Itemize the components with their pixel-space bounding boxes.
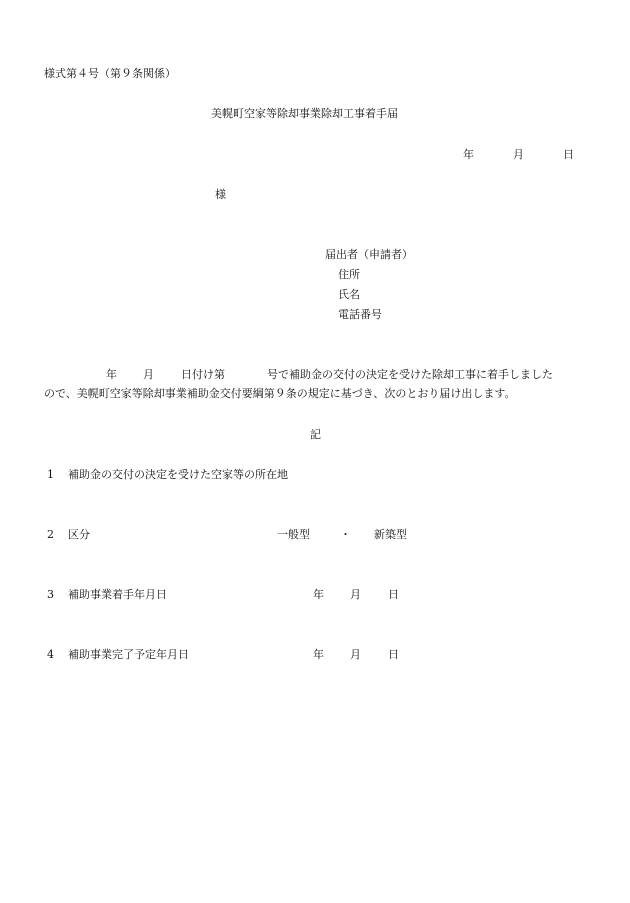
body-line1-rest: 号で補助金の交付の決定を受けた除却工事に着手しました <box>267 368 553 381</box>
item-label: 補助金の交付の決定を受けた空家等の所在地 <box>68 468 288 481</box>
completion-date-year: 年 <box>313 648 324 661</box>
item-number: 1 <box>47 468 54 481</box>
body-day-dated-no: 日付け第 <box>181 368 225 381</box>
item-label: 区分 <box>68 528 90 541</box>
applicant-address-label: 住所 <box>338 268 360 281</box>
start-date-month: 月 <box>350 588 361 601</box>
item-number: 4 <box>47 648 54 661</box>
category-option-general: 一般型 <box>277 528 310 541</box>
item-label: 補助事業完了予定年月日 <box>68 648 189 661</box>
body-line2: ので、美幌町空家等除却事業補助金交付要綱第９条の規定に基づき、次のとおり届け出します。 <box>44 387 516 400</box>
category-option-new-build: 新築型 <box>374 528 407 541</box>
body-year: 年 <box>106 368 117 381</box>
item-label: 補助事業着手年月日 <box>68 588 167 601</box>
addressee-suffix: 様 <box>215 188 226 201</box>
start-date-year: 年 <box>313 588 324 601</box>
date-year: 年 <box>463 148 474 161</box>
applicant-phone-label: 電話番号 <box>338 308 382 321</box>
form-number: 様式第４号（第９条関係） <box>44 67 176 80</box>
start-date-day: 日 <box>388 588 399 601</box>
date-day: 日 <box>563 148 574 161</box>
item-number: 2 <box>47 528 54 541</box>
document-title: 美幌町空家等除却事業除却工事着手届 <box>211 107 398 120</box>
item-number: 3 <box>47 588 54 601</box>
completion-date-month: 月 <box>350 648 361 661</box>
ki-heading: 記 <box>310 428 321 441</box>
completion-date-day: 日 <box>388 648 399 661</box>
applicant-name-label: 氏名 <box>338 288 360 301</box>
category-separator: ・ <box>340 528 351 541</box>
body-month: 月 <box>143 368 154 381</box>
date-month: 月 <box>513 148 524 161</box>
applicant-header: 届出者（申請者） <box>325 248 413 261</box>
